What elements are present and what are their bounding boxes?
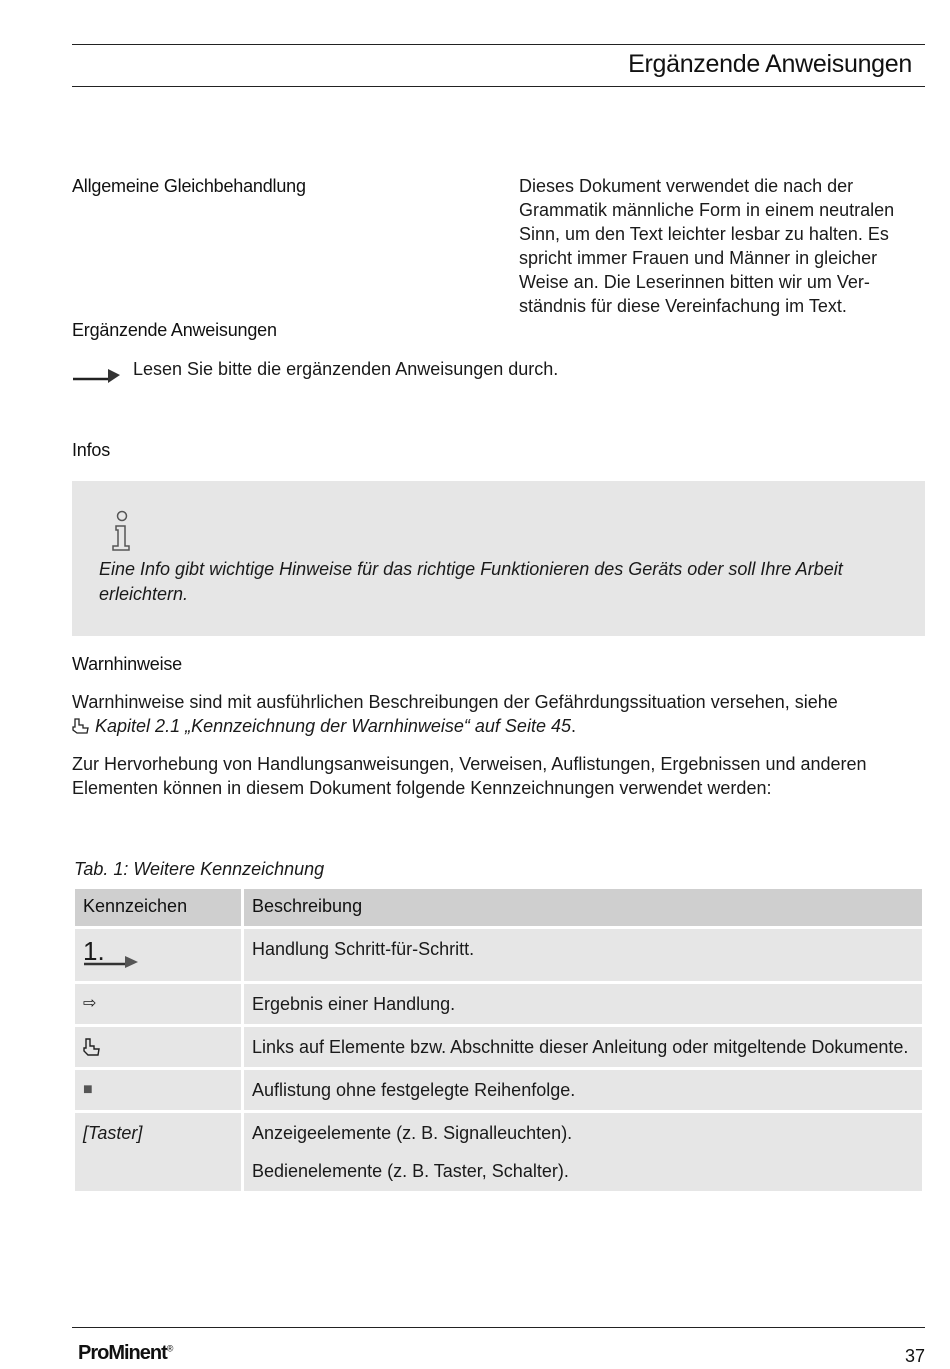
table-row — [75, 929, 922, 981]
table-row — [75, 1027, 922, 1067]
table-cell-mark — [75, 1027, 241, 1067]
markings-table — [72, 886, 925, 1194]
table-cell-mark — [75, 929, 241, 981]
page-header-title: Ergänzende Anweisungen — [628, 50, 912, 78]
table-cell-mark: [Taster] — [75, 1113, 241, 1191]
equal-treatment-text: Dieses Dokument verwendet die nach der Grammatik männliche Form in einem neutralen Sinn, um den Text leichter lesbar zu halten. Es spricht immer Frauen und Männer in gleicher Weise an. Die Leserinnen bitten wir um Verständnis für diese Vereinfachung im Text. — [519, 176, 895, 316]
supplementary-instruction: Lesen Sie bitte die ergänzenden Anweisungen durch. — [133, 359, 559, 379]
step-arrow-icon — [83, 955, 141, 969]
header-top-rule — [72, 44, 925, 45]
supplementary-heading: Ergänzende Anweisungen — [72, 320, 277, 340]
warnings-link-suffix: . — [570, 716, 576, 736]
warnings-text-intro: Warnhinweise sind mit ausführlichen Beschreibungen der Gefährdungssituation versehen, siehe — [72, 692, 838, 712]
bullet-square-icon: ■ — [83, 1081, 93, 1098]
control-elements-text: Bedienelemente (z. B. Taster, Schalter). — [252, 1161, 569, 1181]
equal-treatment-heading: Allgemeine Gleichbehandlung — [72, 176, 306, 196]
table-cell-description: Handlung Schritt-für-Schritt. — [244, 929, 922, 981]
instruction-arrow-icon — [72, 364, 122, 384]
warnings-heading: Warnhinweise — [72, 654, 182, 674]
brand-logo — [78, 1342, 172, 1365]
result-arrow-icon: ⇨ — [83, 995, 97, 1012]
table-header-mark: Kennzeichen — [75, 889, 241, 926]
warnings-paragraph-2: Zur Hervorhebung von Handlungsanweisungen, Verweisen, Auflistungen, Ergebnissen und anderen Elementen können in diesem Dokument folgende Kennzeichnungen verwendet werden: — [72, 754, 867, 798]
step-number: 1. — [83, 936, 105, 966]
brand-registered-mark: ® — [166, 1343, 173, 1354]
infos-heading: Infos — [72, 440, 111, 460]
header-bottom-rule — [72, 86, 925, 87]
table-cell-mark — [75, 1070, 241, 1110]
table-cell-description — [244, 1113, 922, 1191]
warnings-text — [72, 690, 925, 738]
display-elements-text: Anzeigeelemente (z. B. Signalleuchten). — [252, 1123, 573, 1143]
link-hand-icon — [72, 716, 95, 736]
info-text: Eine Info gibt wichtige Hinweise für das richtige Funktionieren des Geräts oder soll Ihre Arbeit erleichtern. — [99, 559, 843, 604]
table-row — [75, 1113, 922, 1191]
table-header-row — [75, 889, 922, 926]
info-icon — [110, 510, 134, 552]
footer-rule — [72, 1327, 925, 1328]
brand-name: ProMinent — [78, 1342, 167, 1364]
link-hand-icon — [83, 1037, 101, 1057]
table-caption: Tab. 1: Weitere Kennzeichnung — [74, 859, 325, 879]
table-row — [75, 1070, 922, 1110]
table-header-description: Beschreibung — [244, 889, 922, 926]
table-cell-description: Auflistung ohne festgelegte Reihenfolge. — [244, 1070, 922, 1110]
table-row — [75, 984, 922, 1024]
table-cell-description: Ergebnis einer Handlung. — [244, 984, 922, 1024]
warnings-link-line — [72, 714, 925, 738]
table-cell-mark — [75, 984, 241, 1024]
page-number: 37 — [904, 1346, 925, 1366]
table-cell-description: Links auf Elemente bzw. Abschnitte dieser Anleitung oder mitgeltende Dokumente. — [244, 1027, 922, 1067]
warnings-chapter-link[interactable]: Kapitel 2.1 „Kennzeichnung der Warnhinweise“ auf Seite 45 — [95, 716, 571, 736]
